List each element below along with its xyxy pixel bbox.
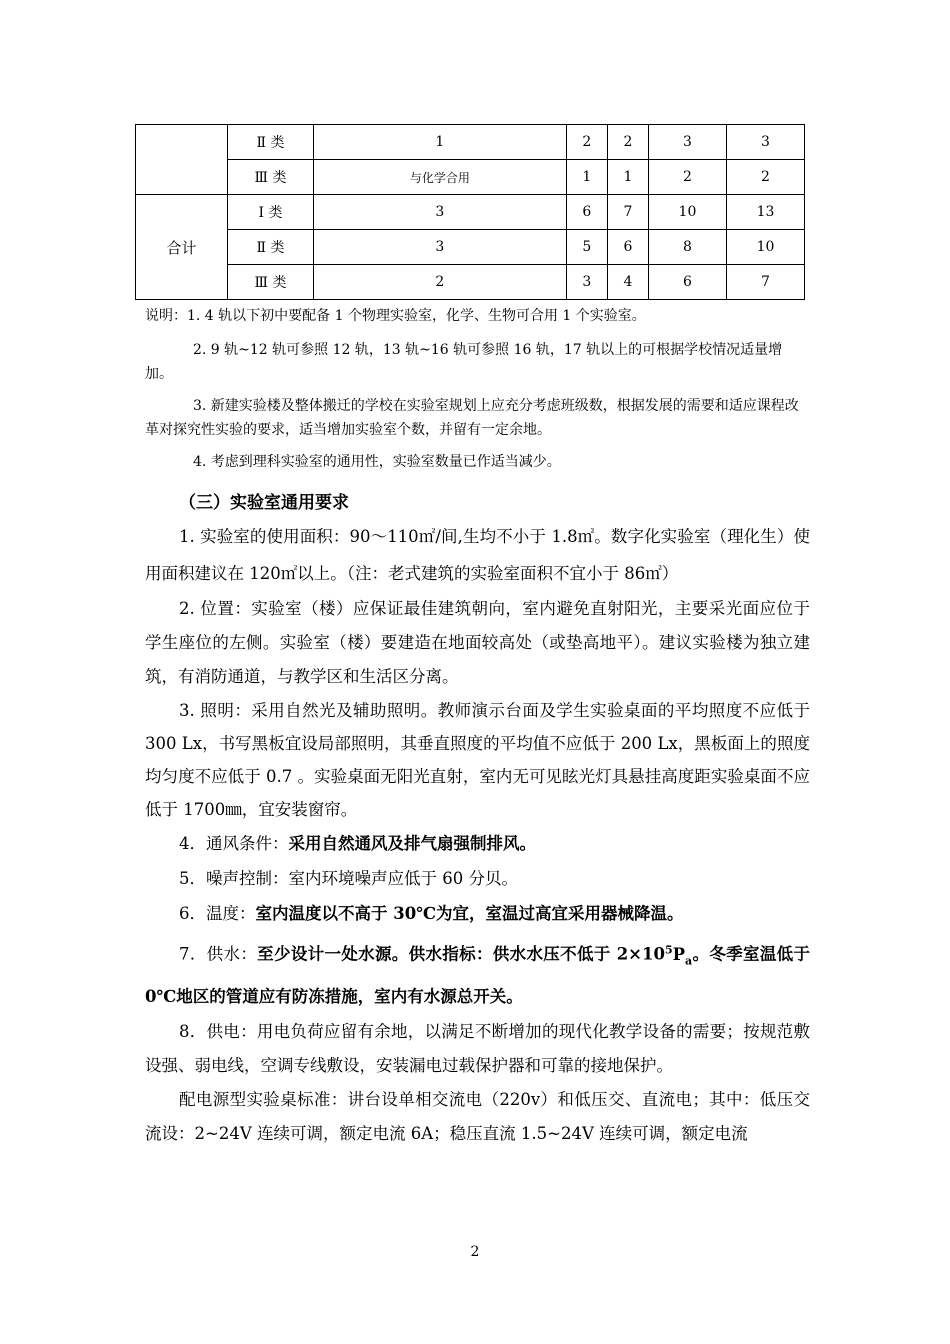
table-cell: 3 bbox=[314, 230, 567, 265]
paragraph-lighting: 3. 照明：采用自然光及辅助照明。教师演示台面及学生实验桌面的平均照度不应低于 300 Lx，书写黑板宜设局部照明，其垂直照度的平均值不应低于 200 Lx，黑板面上的照度均匀度不应低于 0.7 。实验桌面无阳光直射，室内无可见眩光灯具悬挂高度距实验桌面不应低于 1700㎜，宜安装窗帘。 bbox=[145, 701, 810, 819]
table-cell: 2 bbox=[607, 125, 648, 160]
table-cell: 7 bbox=[726, 265, 804, 300]
table-cell: 2 bbox=[726, 160, 804, 195]
table-cell: 1 bbox=[314, 125, 567, 160]
table-cell: 10 bbox=[726, 230, 804, 265]
paragraph-power-standard: 配电源型实验桌标准：讲台设单相交流电（220v）和低压交、直流电；其中：低压交流设：2~24V 连续可调，额定电流 6A；稳压直流 1.5~24V 连续可调，额定电流 bbox=[145, 1089, 810, 1143]
table-cell: 1 bbox=[566, 160, 607, 195]
paragraph-ventilation bbox=[145, 826, 810, 862]
paragraph-area: 1. 实验室的使用面积：90～110㎡/间,生均不小于 1.8㎡。数字化实验室（理化生）使用面积建议在 120㎡以上。（注：老式建筑的实验室面积不宜小于 86㎡） bbox=[145, 527, 810, 583]
table-cell: 3 bbox=[648, 125, 726, 160]
ventilation-label: 4．通风条件： bbox=[179, 834, 289, 853]
table-cell: 1 bbox=[607, 160, 648, 195]
paragraph-location: 2. 位置：实验室（楼）应保证最佳建筑朝向，室内避免直射阳光，主要采光面应位于学生座位的左侧。实验室（楼）要建造在地面较高处（或垫高地平）。建议实验楼为独立建筑，有消防通道，与教学区和生活区分离。 bbox=[145, 599, 810, 686]
table-notes bbox=[145, 304, 810, 482]
table-row bbox=[136, 160, 805, 195]
note-1: 说明：1. 4 轨以下初中要配备 1 个物理实验室，化学、生物可合用 1 个实验室。 bbox=[145, 308, 646, 324]
table-cell: 8 bbox=[648, 230, 726, 265]
table-cell: 6 bbox=[607, 230, 648, 265]
table-cell: 7 bbox=[607, 195, 648, 230]
table-class-cell: Ⅱ 类 bbox=[228, 230, 314, 265]
table-cell: 4 bbox=[607, 265, 648, 300]
water-exponent: 5 bbox=[664, 943, 673, 956]
water-unit: P bbox=[672, 944, 686, 964]
table-cell: 3 bbox=[726, 125, 804, 160]
table-cell: 2 bbox=[566, 125, 607, 160]
paragraph-water bbox=[145, 932, 810, 1015]
ventilation-text: 采用自然通风及排气扇强制排风。 bbox=[288, 834, 536, 853]
table-cell: 6 bbox=[566, 195, 607, 230]
table-row bbox=[136, 195, 805, 230]
table-cell: 2 bbox=[314, 265, 567, 300]
section-body bbox=[145, 488, 810, 1151]
paragraph-power: 8．供电：用电负荷应留有余地，以满足不断增加的现代化教学设备的需要；按规范敷设强、弱电线，空调专线敷设，安装漏电过载保护器和可靠的接地保护。 bbox=[145, 1021, 810, 1075]
page-number: 2 bbox=[470, 1244, 480, 1260]
section-heading: （三）实验室通用要求 bbox=[179, 493, 349, 513]
table-cell: 6 bbox=[648, 265, 726, 300]
water-text-a: 至少设计一处水源。供水指标：供水水压不低于 2×10 bbox=[257, 944, 665, 964]
table-group-cell bbox=[136, 125, 228, 195]
note-4: 4. 考虑到理科实验室的通用性，实验室数量已作适当减少。 bbox=[193, 454, 561, 470]
table-class-cell: Ⅱ 类 bbox=[228, 125, 314, 160]
table-cell: 2 bbox=[648, 160, 726, 195]
table-row bbox=[136, 230, 805, 265]
table-class-cell: Ⅲ 类 bbox=[228, 265, 314, 300]
table-row bbox=[136, 265, 805, 300]
water-label: 7．供水： bbox=[179, 944, 258, 964]
table-class-cell: Ⅰ 类 bbox=[228, 195, 314, 230]
table-cell: 3 bbox=[566, 265, 607, 300]
table-cell: 3 bbox=[314, 195, 567, 230]
note-3: 3. 新建实验楼及整体搬迁的学校在实验室规划上应充分考虑班级数，根据发展的需要和适应课程改革对探究性实验的要求，适当增加实验室个数，并留有一定余地。 bbox=[145, 398, 799, 438]
lab-count-table bbox=[135, 124, 805, 300]
temperature-text: 室内温度以不高于 30℃为宜，室温过高宜采用器械降温。 bbox=[255, 904, 684, 923]
note-2: 2. 9 轨~12 轨可参照 12 轨，13 轨~16 轨可参照 16 轨，17 轨以上的可根据学校情况适量增加。 bbox=[145, 342, 783, 382]
table-group-cell: 合计 bbox=[136, 195, 228, 300]
table-class-cell: Ⅲ 类 bbox=[228, 160, 314, 195]
table-cell: 10 bbox=[648, 195, 726, 230]
table-cell: 5 bbox=[566, 230, 607, 265]
table-cell: 13 bbox=[726, 195, 804, 230]
temperature-label: 6．温度： bbox=[179, 904, 256, 923]
table-cell: 与化学合用 bbox=[314, 160, 567, 195]
water-unit-sub: a bbox=[685, 953, 693, 967]
paragraph-noise: 5．噪声控制：室内环境噪声应低于 60 分贝。 bbox=[179, 869, 518, 888]
paragraph-temperature bbox=[145, 896, 810, 932]
table-row bbox=[136, 125, 805, 160]
water-text-b: 。冬季室温低于 0℃地区的管道应有防冻措施，室内有水源总开关。 bbox=[145, 944, 811, 1006]
